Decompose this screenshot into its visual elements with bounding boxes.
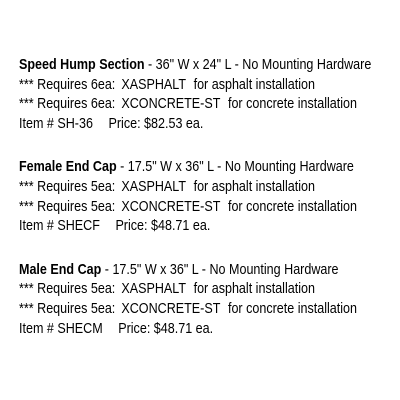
requirement-code: XCONCRETE-ST — [121, 96, 221, 113]
product-title — [19, 158, 354, 178]
requirement-note: for concrete installation — [227, 300, 358, 317]
requirement-code: XASPHALT — [121, 178, 186, 195]
requirement-asphalt — [19, 76, 342, 96]
product-male-end-cap — [19, 261, 394, 339]
product-female-end-cap — [19, 158, 394, 236]
product-spec: - 17.5" W x 36" L - No Mounting Hardware — [116, 159, 354, 176]
item-price: Price: $48.71 ea. — [118, 320, 214, 337]
item-number: Item # SHECM — [19, 320, 103, 337]
item-number: Item # SH-36 — [19, 115, 93, 132]
product-title — [19, 56, 372, 76]
requirement-code: XCONCRETE-ST — [121, 300, 221, 317]
requirement-note: for concrete installation — [227, 198, 358, 215]
product-name: Speed Hump Section — [19, 57, 145, 73]
requirement-concrete — [19, 300, 358, 320]
product-name: Male End Cap — [19, 261, 102, 278]
product-list — [19, 56, 394, 339]
item-price-line — [19, 115, 342, 135]
requirement-code: XASPHALT — [121, 76, 186, 93]
product-name: Female End Cap — [19, 159, 117, 176]
item-price-line — [19, 217, 342, 237]
requirement-prefix: *** Requires 5ea: — [19, 300, 116, 317]
item-price: Price: $82.53 ea. — [108, 115, 204, 132]
requirement-prefix: *** Requires 6ea: — [19, 96, 116, 113]
requirement-asphalt — [19, 280, 342, 300]
product-speed-hump-section — [19, 56, 394, 134]
requirement-note: for asphalt installation — [193, 76, 315, 93]
requirement-code: XCONCRETE-ST — [121, 198, 221, 215]
requirement-prefix: *** Requires 5ea: — [19, 178, 116, 195]
requirement-note: for asphalt installation — [193, 178, 315, 195]
requirement-prefix: *** Requires 6ea: — [19, 76, 116, 93]
requirement-note: for concrete installation — [227, 96, 358, 113]
requirement-note: for asphalt installation — [193, 281, 315, 298]
product-title — [19, 261, 342, 281]
requirement-asphalt — [19, 178, 342, 198]
product-spec: - 17.5" W x 36" L - No Mounting Hardware — [101, 261, 339, 278]
requirement-concrete — [19, 198, 358, 218]
requirement-prefix: *** Requires 5ea: — [19, 281, 116, 298]
requirement-code: XASPHALT — [121, 281, 186, 298]
product-spec: - 36" W x 24" L - No Mounting Hardware — [144, 57, 372, 73]
item-number: Item # SHECF — [19, 218, 100, 235]
requirement-concrete — [19, 95, 358, 115]
item-price: Price: $48.71 ea. — [115, 218, 211, 235]
item-price-line — [19, 320, 342, 340]
requirement-prefix: *** Requires 5ea: — [19, 198, 116, 215]
